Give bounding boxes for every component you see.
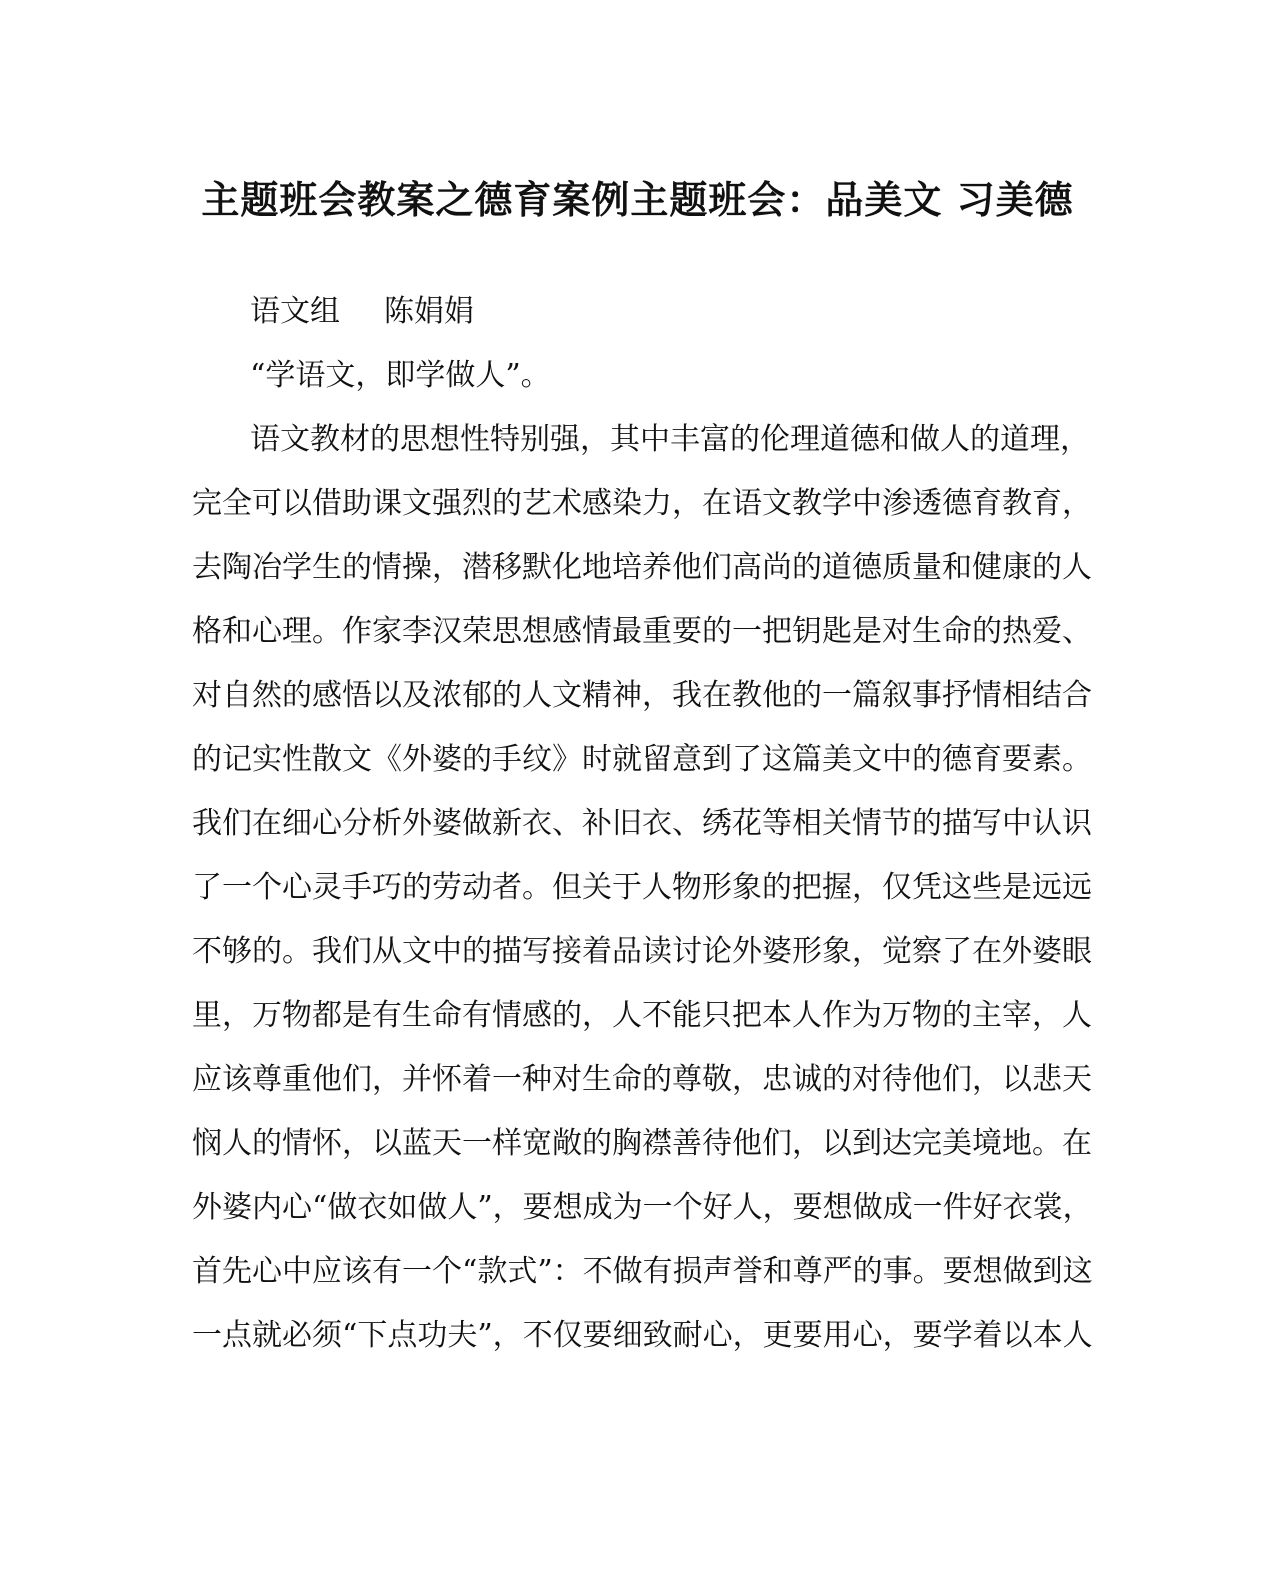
paragraph-line: 对自然的感悟以及浓郁的人文精神，我在教他的一篇叙事抒情相结合 (192, 678, 1092, 713)
paragraph-line: 我们在细心分析外婆做新衣、补旧衣、绣花等相关情节的描写中认识 (192, 806, 1092, 841)
document-body (192, 280, 1093, 1368)
paragraph-line: 的记实性散文《外婆的手纹》时就留意到了这篇美文中的德育要素。 (192, 742, 1092, 777)
paragraph-line: 首先心中应该有一个“款式”：不做有损声誉和尊严的事。要想做到这 (192, 1254, 1093, 1289)
byline-author: 陈娟娟 (384, 294, 474, 329)
paragraph-line: 去陶冶学生的情操，潜移默化地培养他们高尚的道德质量和健康的人 (192, 550, 1092, 585)
paragraph-line: 应该尊重他们，并怀着一种对生命的尊敬，忠诚的对待他们，以悲天 (192, 1062, 1092, 1097)
paragraph-line: 悯人的情怀，以蓝天一样宽敞的胸襟善待他们，以到达完美境地。在 (192, 1126, 1092, 1161)
paragraph-line: 一点就必须“下点功夫”，不仅要细致耐心，更要用心，要学着以本人 (192, 1318, 1093, 1353)
paragraph-line: 语文教材的思想性特别强，其中丰富的伦理道德和做人的道理， (250, 422, 1090, 457)
document-title: 主题班会教案之德育案例主题班会：品美文 习美德 (201, 177, 1074, 222)
paragraph-line: 了一个心灵手巧的劳动者。但关于人物形象的把握，仅凭这些是远远 (192, 870, 1092, 905)
paragraph-line: 外婆内心“做衣如做人”，要想成为一个好人，要想做成一件好衣裳， (192, 1190, 1093, 1225)
paragraph-line: 里，万物都是有生命有情感的，人不能只把本人作为万物的主宰，人 (192, 998, 1092, 1033)
quote-line: “学语文，即学做人”。 (250, 358, 551, 393)
byline-group: 语文组 (250, 294, 340, 329)
byline (192, 280, 1052, 344)
paragraph-line: 不够的。我们从文中的描写接着品读讨论外婆形象，觉察了在外婆眼 (192, 934, 1092, 969)
paragraph-line: 格和心理。作家李汉荣思想感情最重要的一把钥匙是对生命的热爱、 (192, 614, 1092, 649)
paragraph-line: 完全可以借助课文强烈的艺术感染力，在语文教学中渗透德育教育， (192, 486, 1092, 521)
